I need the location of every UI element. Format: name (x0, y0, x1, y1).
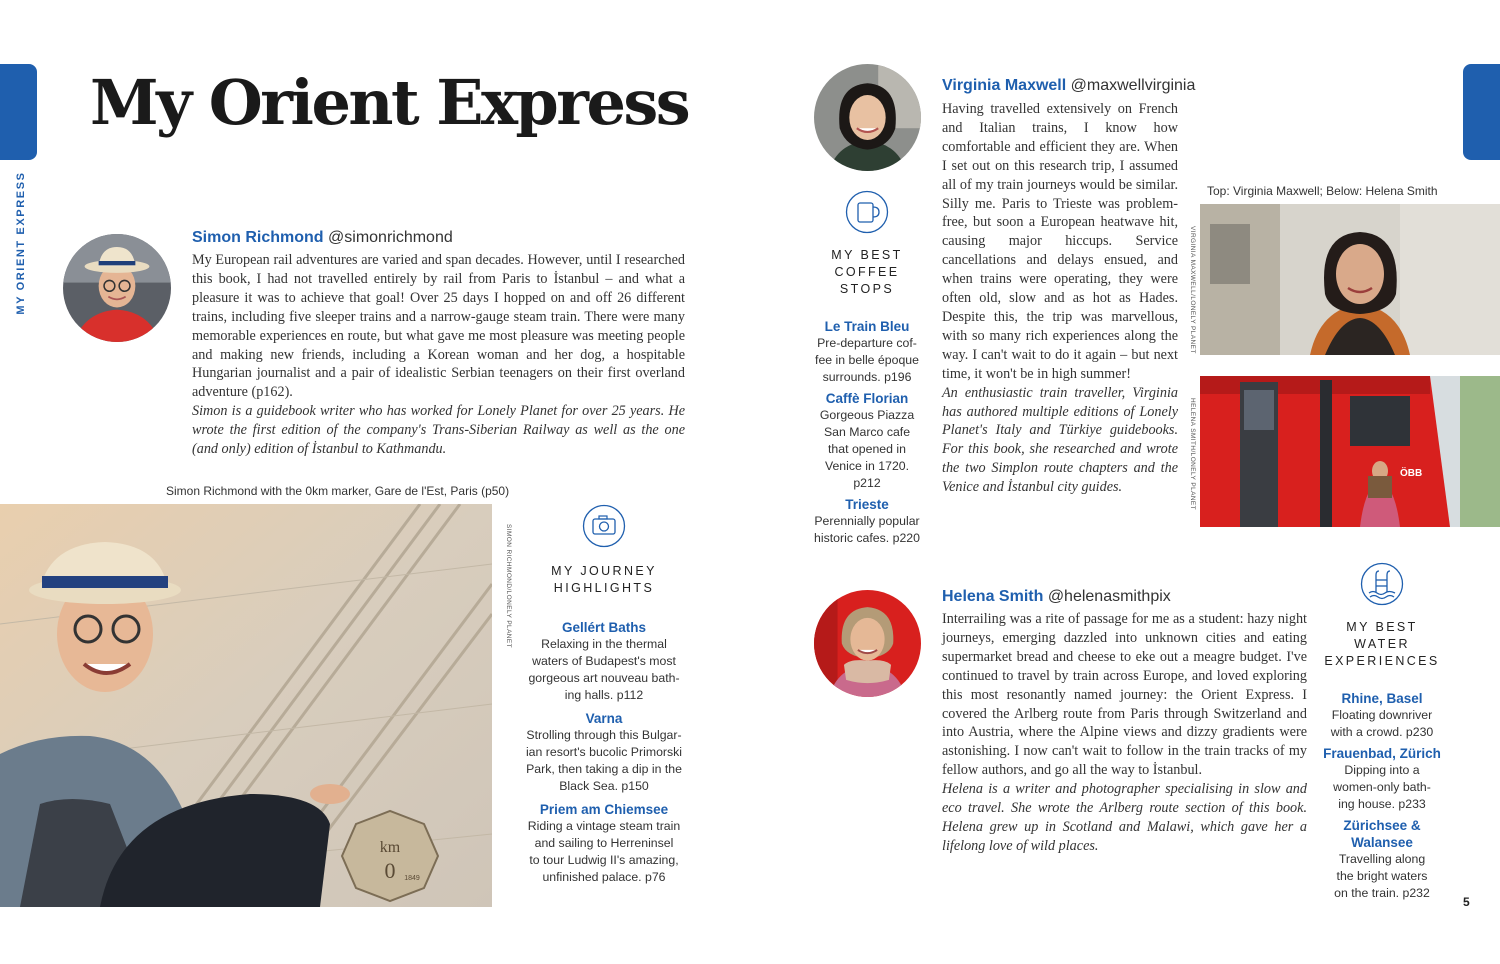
bio-italic: Simon is a guidebook writer who has worked for Lonely Planet for over 25 years. He wrote the first edition of the company's Trans-Siberian Railway as well as the one (and only) edition of İstanbul to Kathmandu. (192, 403, 685, 458)
water-item: Zürichsee & Walansee Travelling along the bright waters on the train. p232 (1334, 818, 1430, 900)
coffee-stops-box (810, 190, 924, 547)
simon-photo (0, 504, 492, 907)
virginia-avatar (814, 64, 921, 171)
section-label: MY ORIENT EXPRESS (15, 171, 27, 315)
journey-item: Gellért Baths Relaxing in the thermal waters of Budapest's most gorgeous art nouveau bath- ing halls. p112 (528, 620, 680, 702)
simon-photo-caption: Simon Richmond with the 0km marker, Gare de l'Est, Paris (p50) (166, 484, 510, 498)
coffee-item: Le Train Bleu Pre-departure cof- fee in belle époque surrounds. p196 (815, 319, 919, 384)
journey-heading: MY JOURNEY HIGHLIGHTS (551, 564, 657, 595)
page-number: 5 (1463, 895, 1470, 909)
virginia-bio (942, 100, 1178, 497)
bio-text: Having travelled extensively on French and Italian trains, I know how comfortable and efficient they are. When I set out on this research trip, I assumed all of my train journeys would be similar. Silly me. Paris to Trieste was problem-free, but soon a European heatwave hit, causing major hiccups. Service cancellations and delays ensued, and when trains were operating, they were often old, slow and as hot as Hades. Despite this, the trip was marvellous, with so many rich experiences along the way. I can't wait to do it again – but next time, it won't be in high summer! (942, 101, 1178, 382)
author-name: Virginia Maxwell (942, 77, 1067, 94)
swimming-ladder-icon (1360, 562, 1404, 606)
journey-highlights-box (518, 504, 690, 886)
water-item: Frauenbad, Zürich Dipping into a women-only bath- ing house. p233 (1323, 746, 1441, 811)
simon-bio (192, 251, 685, 459)
svg-text:ÖBB: ÖBB (1400, 468, 1423, 479)
right-photos-caption: Top: Virginia Maxwell; Below: Helena Smith (1207, 184, 1438, 198)
water-item: Rhine, Basel Floating downriver with a crowd. p230 (1330, 691, 1434, 739)
bio-text: Interrailing was a rite of passage for me as a student: hazy night journeys, emerging dazzled into unknown cities and eating supermarket bread and cheese to eke out a meagre budget. I've continued to travel by train across Europe, and loved exploring this most resonantly named journey: the Orient Express. I covered the Arlberg route from Paris through Switzerland and into Austria, where the Alpine views and dizzy gradients were astonishing. I now can't wait to follow in the train tracks of my fellow authors, and go all the way to İstanbul. (942, 611, 1307, 779)
coffee-heading: MY BEST COFFEE STOPS (831, 248, 903, 296)
helena-train-photo (1200, 376, 1500, 527)
coffee-cup-icon (845, 190, 889, 234)
journey-item: Varna Strolling through this Bulgar- ian resort's bucolic Primorski Park, then taking a dip in the Black Sea. p150 (525, 711, 683, 793)
svg-text:1849: 1849 (404, 875, 420, 882)
coffee-item: Trieste Perennially popular historic cafes. p220 (814, 497, 920, 545)
water-heading: MY BEST WATER EXPERIENCES (1324, 620, 1440, 668)
author-handle[interactable]: @helenasmithpix (1047, 588, 1171, 605)
virginia-name-line (942, 77, 1195, 95)
author-handle[interactable]: @simonrichmond (328, 229, 453, 246)
section-tab-left (0, 64, 37, 160)
bio-italic: An enthusiastic train traveller, Virginia has authored multiple editions of Lonely Planet's Italy and Türkiye guidebooks. For this book, she researched and wrote the two Simplon route chapters and the Venice and İstanbul city guides. (942, 384, 1178, 496)
virginia-photo-credit: VIRGINIA MAXWELL/LONELY PLANET (1189, 226, 1196, 354)
simon-avatar (63, 234, 171, 342)
author-handle[interactable]: @maxwellvirginia (1070, 77, 1196, 94)
simon-photo-credit: SIMON RICHMOND/LONELY PLANET (505, 524, 512, 649)
helena-avatar (814, 590, 921, 697)
bio-text: My European rail adventures are varied and span decades. However, until I researched this book, I had not travelled entirely by rail from Paris to İstanbul – and what a pleasure it was to achieve that goal! Over 25 days I hopped on and off 26 different trains, including five sleeper trains and a narrow-gauge steam train. There were many memorable experiences en route, but what gave me most pleasure was meeting people and making new friends, including a Korean woman and her dog, a hospitable Hungarian journalist and a pair of idealistic Serbian teenagers on their first overland adventure (p162). (192, 252, 685, 401)
simon-name-line (192, 229, 453, 247)
camera-icon (582, 504, 626, 548)
svg-text:0: 0 (384, 858, 396, 883)
journey-item: Priem am Chiemsee Riding a vintage steam train and sailing to Herreninsel to tour Ludwig II's amazing, unfinished palace. p76 (527, 802, 681, 884)
bio-italic: Helena is a writer and photographer specialising in slow and eco travel. She wrote the Arlberg route section of this book. Helena grew up in Scotland and Malawi, which gave her a lifelong love of wild places. (942, 781, 1307, 854)
section-tab-right (1463, 64, 1500, 160)
helena-bio (942, 610, 1307, 856)
coffee-item: Caffè Florian Gorgeous Piazza San Marco cafe that opened in Venice in 1720. p212 (819, 391, 915, 490)
helena-name-line (942, 588, 1171, 606)
water-experiences-box (1322, 562, 1442, 902)
helena-photo-credit: HELENA SMITH/LONELY PLANET (1189, 398, 1196, 511)
virginia-photo (1200, 204, 1500, 355)
svg-text:km: km (379, 839, 401, 856)
author-name: Simon Richmond (192, 229, 324, 246)
page-title: My Orient Express (90, 66, 689, 139)
author-name: Helena Smith (942, 588, 1044, 605)
